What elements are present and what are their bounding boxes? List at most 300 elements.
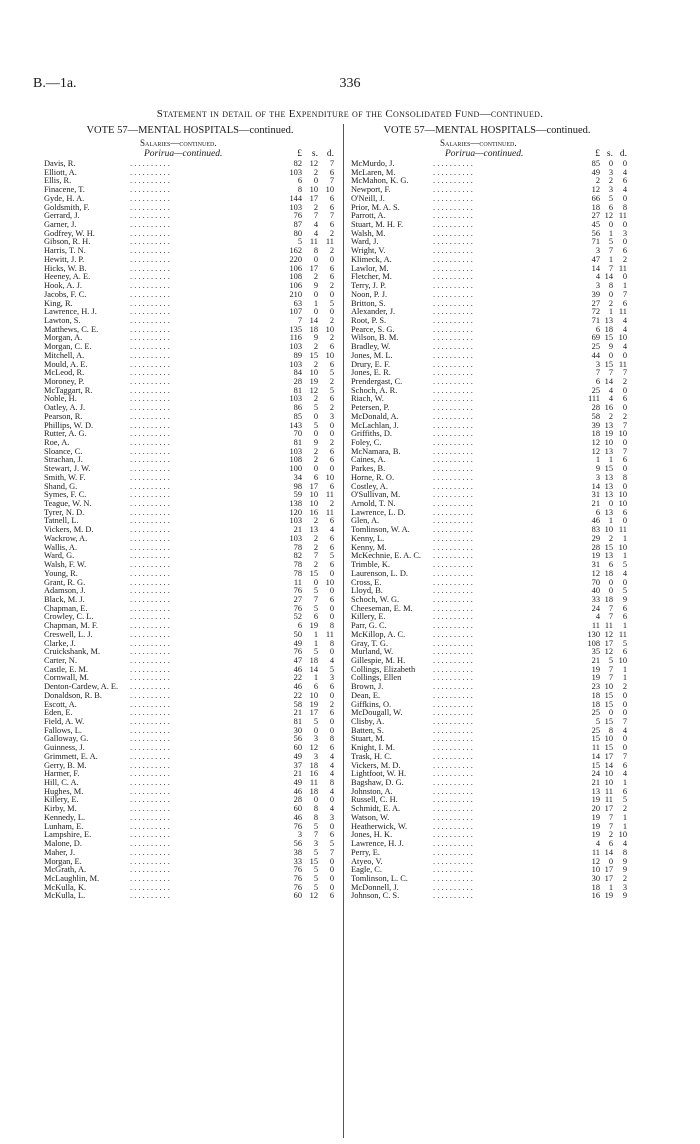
payee-name: Terry, J. P.: [351, 281, 386, 291]
payee-name: Johnson, C. S.: [351, 891, 400, 901]
salary-row: [40, 177, 340, 186]
pence-value: 2: [329, 438, 334, 447]
pence-value: 10: [618, 655, 627, 665]
payee-name: Garner, J.: [44, 220, 77, 230]
shillings-value: 7: [608, 821, 613, 831]
leader-dots: . . . . . . . . . .: [130, 873, 170, 883]
pence-value: 10: [325, 472, 334, 482]
payee-name: Mould, A. E.: [44, 359, 88, 369]
payee-name: Gerrard, J.: [44, 211, 80, 221]
shillings-value: 1: [313, 298, 318, 308]
pence-value: 2: [329, 499, 334, 509]
payee-name: McMahon, K. G.: [351, 176, 409, 186]
shillings-value: 2: [313, 533, 318, 543]
payee-name: Cornwall, M.: [44, 673, 89, 683]
pounds-value: 7: [297, 315, 302, 325]
pounds-value: 120: [289, 507, 302, 517]
pounds-value: 25: [591, 385, 600, 395]
pounds-value: 6: [595, 507, 600, 517]
pence-value: 0: [329, 865, 334, 875]
shillings-value: 4: [313, 228, 318, 238]
pence-value: 8: [622, 202, 627, 212]
payee-name: McDonnell, J.: [351, 882, 399, 892]
payee-name: Smith, W. F.: [44, 472, 86, 482]
pence-value: 6: [622, 176, 627, 186]
leader-dots: . . . . . . . . . .: [433, 420, 473, 430]
salary-list: [40, 160, 340, 901]
shillings-value: 10: [309, 490, 318, 500]
shillings-value: 12: [309, 159, 318, 168]
pounds-value: 60: [293, 891, 302, 901]
pounds-value: 103: [289, 394, 302, 404]
payee-name: Stewart, J. W.: [44, 464, 91, 474]
pounds-value: 81: [293, 717, 302, 726]
payee-name: Fletcher, M.: [351, 272, 392, 282]
leader-dots: . . . . . . . . . .: [433, 324, 473, 334]
shillings-value: 2: [313, 342, 318, 352]
payee-name: Symes, F. C.: [44, 490, 87, 500]
payee-name: Chapman, M. F.: [44, 621, 98, 631]
leader-dots: . . . . . . . . . .: [130, 193, 170, 203]
pence-value: 6: [329, 481, 334, 491]
pounds-value: 6: [297, 621, 302, 631]
pounds-value: 46: [591, 516, 600, 526]
payee-name: Harmer, F.: [44, 769, 80, 779]
pounds-value: 27: [591, 298, 600, 308]
leader-dots: . . . . . . . . . .: [130, 220, 170, 230]
pence-value: 4: [329, 769, 334, 779]
leader-dots: . . . . . . . . . .: [130, 185, 170, 195]
pounds-value: 78: [293, 560, 302, 570]
leader-dots: . . . . . . . . . .: [130, 368, 170, 378]
pounds-value: 46: [293, 786, 302, 796]
shillings-value: 13: [604, 472, 613, 482]
shillings-value: 6: [313, 472, 318, 482]
pence-value: 10: [618, 830, 627, 840]
pence-value: 6: [329, 193, 334, 203]
leader-dots: . . . . . . . . . .: [130, 342, 170, 352]
salary-row: [347, 474, 627, 483]
leader-dots: . . . . . . . . . .: [130, 403, 170, 413]
shillings-value: 1: [313, 629, 318, 639]
payee-name: Heatherwick, W.: [351, 821, 408, 831]
shillings-value: 1: [313, 673, 318, 683]
leader-dots: . . . . . . . . . .: [130, 333, 170, 343]
pence-value: 5: [329, 839, 334, 849]
shillings-value: 10: [309, 499, 318, 509]
payee-name: Collings, Elizabeth: [351, 664, 416, 674]
pounds-value: 3: [297, 830, 302, 840]
leader-dots: . . . . . . . . . .: [130, 315, 170, 325]
pounds-value: 6: [297, 176, 302, 186]
shillings-value: 19: [309, 621, 318, 631]
pence-value: 7: [622, 446, 627, 456]
pence-value: 11: [618, 629, 627, 639]
shillings-value: 19: [309, 699, 318, 709]
pounds-value: 24: [591, 603, 600, 613]
shillings-value: 5: [313, 821, 318, 831]
payee-name: Oatley, A. J.: [44, 403, 86, 413]
leader-dots: . . . . . . . . . .: [130, 708, 170, 718]
payee-name: Kennedy, L.: [44, 812, 86, 822]
salary-row: [347, 526, 627, 535]
pence-value: 1: [622, 664, 627, 674]
payee-name: Schmidt, E. A.: [351, 804, 401, 814]
pounds-value: 19: [591, 795, 600, 805]
pence-value: 0: [622, 438, 627, 447]
leader-dots: . . . . . . . . . .: [433, 342, 473, 352]
pounds-value: 33: [591, 594, 600, 604]
pounds-value: 14: [591, 481, 600, 491]
leader-dots: . . . . . . . . . .: [433, 856, 473, 866]
payee-name: Denton-Cardew, A. E.: [44, 682, 119, 692]
pounds-value: 50: [293, 629, 302, 639]
shillings-value: 0: [313, 411, 318, 421]
pence-value: 6: [329, 594, 334, 604]
shillings-value: 11: [604, 795, 613, 805]
pence-value: 4: [622, 568, 627, 578]
payee-name: Lawrence, H. J.: [351, 839, 404, 849]
leader-dots: . . . . . . . . . .: [433, 586, 473, 596]
leader-dots: . . . . . . . . . .: [433, 734, 473, 744]
payee-name: Batten, S.: [351, 725, 384, 735]
shillings-value: 5: [608, 655, 613, 665]
payee-name: Lightfoot, W. H.: [351, 769, 407, 779]
pence-value: 4: [622, 725, 627, 735]
pence-value: 6: [622, 298, 627, 308]
pence-value: 0: [329, 873, 334, 883]
leader-dots: . . . . . . . . . .: [130, 839, 170, 849]
pence-value: 6: [329, 220, 334, 230]
leader-dots: . . . . . . . . . .: [130, 446, 170, 456]
shillings-value: 1: [313, 638, 318, 648]
shillings-value: 1: [608, 882, 613, 892]
pence-value: 1: [622, 621, 627, 631]
pence-value: 4: [329, 804, 334, 814]
shillings-value: 18: [604, 568, 613, 578]
shillings-value: 12: [309, 743, 318, 753]
leader-dots: . . . . . . . . . .: [130, 638, 170, 648]
leader-dots: . . . . . . . . . .: [433, 455, 473, 465]
shillings-value: 17: [309, 481, 318, 491]
pounds-value: 49: [591, 167, 600, 177]
shillings-value: 13: [604, 507, 613, 517]
pence-value: 5: [622, 638, 627, 648]
pence-value: 6: [622, 507, 627, 517]
pence-value: 6: [622, 603, 627, 613]
leader-dots: . . . . . . . . . .: [433, 708, 473, 718]
shillings-value: 17: [604, 865, 613, 875]
pounds-value: 5: [297, 237, 302, 247]
shillings-value: 9: [313, 438, 318, 447]
leader-dots: . . . . . . . . . .: [433, 220, 473, 230]
shillings-value: 15: [604, 743, 613, 753]
leader-dots: . . . . . . . . . .: [130, 359, 170, 369]
pounds-value: 25: [591, 708, 600, 718]
pounds-value: 59: [293, 490, 302, 500]
shillings-value: 5: [313, 586, 318, 596]
leader-dots: . . . . . . . . . .: [130, 376, 170, 386]
pounds-value: 60: [293, 804, 302, 814]
payee-name: Gillespie, M. H.: [351, 655, 406, 665]
pence-value: 4: [622, 769, 627, 779]
leader-dots: . . . . . . . . . .: [433, 699, 473, 709]
salary-row: [347, 570, 627, 579]
shillings-value: 15: [604, 690, 613, 700]
shillings-value: 19: [604, 891, 613, 901]
shillings-value: 7: [608, 246, 613, 256]
shillings-value: 12: [309, 891, 318, 901]
pounds-value: 38: [293, 847, 302, 857]
leader-dots: . . . . . . . . . .: [433, 359, 473, 369]
pence-value: 7: [622, 717, 627, 726]
salary-row: [347, 858, 627, 867]
leader-dots: . . . . . . . . . .: [130, 594, 170, 604]
shillings-value: 7: [313, 211, 318, 221]
shillings-value: 2: [608, 411, 613, 421]
pence-value: 6: [622, 786, 627, 796]
shillings-value: 5: [608, 193, 613, 203]
pounds-value: 58: [591, 411, 600, 421]
payee-name: Teague, W. N.: [44, 499, 92, 509]
payee-name: Jones, M. L.: [351, 350, 393, 360]
payee-name: McDougall, W.: [351, 708, 403, 718]
payee-name: Wackrow, A.: [44, 533, 88, 543]
pence-value: 1: [622, 533, 627, 543]
pounds-value: 30: [591, 873, 600, 883]
payee-name: Hughes, M.: [44, 786, 84, 796]
payee-name: Malone, D.: [44, 839, 82, 849]
pounds-value: 14: [591, 263, 600, 273]
pence-value: 6: [329, 272, 334, 282]
leader-dots: . . . . . . . . . .: [433, 350, 473, 360]
salary-row: [347, 535, 627, 544]
pence-value: 5: [622, 586, 627, 596]
pence-value: 4: [622, 167, 627, 177]
payee-name: Hewitt, J. P.: [44, 254, 85, 264]
leader-dots: . . . . . . . . . .: [433, 185, 473, 195]
pounds-value: 44: [591, 350, 600, 360]
shillings-value: 5: [313, 873, 318, 883]
shillings-value: 0: [313, 176, 318, 186]
payee-name: Donaldson, R. B.: [44, 690, 102, 700]
payee-name: Walsh, F. W.: [44, 560, 87, 570]
pence-value: 6: [622, 246, 627, 256]
leader-dots: . . . . . . . . . .: [130, 769, 170, 779]
salary-row: [347, 395, 627, 404]
shillings-value: 10: [309, 368, 318, 378]
pence-value: 8: [329, 778, 334, 788]
leader-dots: . . . . . . . . . .: [130, 490, 170, 500]
shillings-value: 4: [608, 385, 613, 395]
leader-dots: . . . . . . . . . .: [433, 211, 473, 221]
shillings-value: 15: [309, 350, 318, 360]
pounds-value: 21: [293, 525, 302, 535]
shillings-value: 8: [313, 804, 318, 814]
pence-value: 6: [329, 682, 334, 692]
leader-dots: . . . . . . . . . .: [130, 411, 170, 421]
leader-dots: . . . . . . . . . .: [433, 438, 473, 447]
shillings-value: 6: [313, 612, 318, 622]
shillings-value: 17: [604, 751, 613, 761]
leader-dots: . . . . . . . . . .: [130, 263, 170, 273]
pence-value: 2: [329, 246, 334, 256]
payee-name: O'Sullivan, M.: [351, 490, 401, 500]
shillings-value: 14: [309, 315, 318, 325]
leader-dots: . . . . . . . . . .: [433, 525, 473, 535]
pounds-value: 33: [293, 856, 302, 866]
pence-value: 0: [622, 193, 627, 203]
document-reference: B.—1a.: [33, 76, 77, 91]
pounds-value: 39: [591, 420, 600, 430]
pence-value: 6: [622, 647, 627, 657]
payee-name: Drury, E. F.: [351, 359, 391, 369]
leader-dots: . . . . . . . . . .: [433, 682, 473, 692]
pounds-value: 31: [591, 560, 600, 570]
pounds-value: 18: [591, 690, 600, 700]
pence-value: 7: [622, 368, 627, 378]
pounds-value: 220: [289, 254, 302, 264]
shillings-value: 2: [313, 394, 318, 404]
pounds-value: 6: [595, 376, 600, 386]
pence-header: d.: [326, 149, 334, 159]
pence-value: 11: [618, 359, 627, 369]
pence-value: 4: [329, 760, 334, 770]
payee-name: Costley, A.: [351, 481, 388, 491]
page-number: 336: [339, 76, 361, 91]
shillings-value: 18: [604, 324, 613, 334]
leader-dots: . . . . . . . . . .: [130, 882, 170, 892]
leader-dots: . . . . . . . . . .: [433, 193, 473, 203]
payee-name: Hook, A. J.: [44, 281, 82, 291]
leader-dots: . . . . . . . . . .: [130, 612, 170, 622]
payee-name: Kenny, M.: [351, 542, 387, 552]
leader-dots: . . . . . . . . . .: [433, 847, 473, 857]
pounds-value: 108: [587, 638, 600, 648]
pence-value: 10: [618, 499, 627, 509]
salary-row: [347, 291, 627, 300]
payee-name: Elliott, A.: [44, 167, 77, 177]
leader-dots: . . . . . . . . . .: [433, 821, 473, 831]
leader-dots: . . . . . . . . . .: [433, 865, 473, 875]
pence-value: 2: [329, 699, 334, 709]
pence-value: 2: [622, 873, 627, 883]
leader-dots: . . . . . . . . . .: [130, 847, 170, 857]
leader-dots: . . . . . . . . . .: [130, 690, 170, 700]
payee-name: Gyde, H. A.: [44, 193, 85, 203]
payee-name: Lawrence, L. D.: [351, 507, 406, 517]
shillings-value: 0: [608, 577, 613, 587]
leader-dots: . . . . . . . . . .: [130, 804, 170, 814]
salary-row: [347, 805, 627, 814]
payee-name: Tatnell, L.: [44, 516, 79, 526]
payee-name: McLachlan, J.: [351, 420, 399, 430]
pounds-value: 71: [591, 237, 600, 247]
pounds-value: 46: [293, 664, 302, 674]
payee-name: Adamson, J.: [44, 586, 86, 596]
leader-dots: . . . . . . . . . .: [433, 464, 473, 474]
leader-dots: . . . . . . . . . .: [433, 612, 473, 622]
shillings-header: s.: [606, 149, 613, 159]
leader-dots: . . . . . . . . . .: [433, 411, 473, 421]
payee-name: Crowley, C. L.: [44, 612, 94, 622]
salary-row: [347, 613, 627, 622]
pounds-value: 21: [293, 708, 302, 718]
payee-name: Wallis, A.: [44, 542, 78, 552]
shillings-value: 17: [309, 263, 318, 273]
shillings-value: 7: [608, 812, 613, 822]
pence-value: 10: [618, 429, 627, 439]
pounds-value: 21: [591, 499, 600, 509]
pounds-value: 106: [289, 281, 302, 291]
shillings-value: 9: [313, 333, 318, 343]
leader-dots: . . . . . . . . . .: [433, 167, 473, 177]
shillings-value: 1: [608, 455, 613, 465]
pence-value: 6: [329, 708, 334, 718]
shillings-value: 7: [608, 673, 613, 683]
shillings-value: 13: [604, 315, 613, 325]
shillings-value: 11: [309, 237, 318, 247]
shillings-value: 15: [604, 542, 613, 552]
pounds-value: 70: [591, 577, 600, 587]
leader-dots: . . . . . . . . . .: [433, 804, 473, 814]
leader-dots: . . . . . . . . . .: [130, 586, 170, 596]
payee-name: Jacobs, F. C.: [44, 289, 87, 299]
pence-value: 5: [329, 551, 334, 561]
shillings-value: 5: [313, 403, 318, 413]
shillings-value: 0: [313, 307, 318, 317]
payee-name: Killery, E.: [351, 612, 386, 622]
shillings-value: 2: [608, 533, 613, 543]
shillings-value: 1: [608, 254, 613, 264]
payee-name: Knight, I. M.: [351, 743, 395, 753]
payee-name: Cross, E.: [351, 577, 382, 587]
shillings-value: 0: [313, 429, 318, 439]
pounds-value: 72: [591, 307, 600, 317]
shillings-value: 2: [313, 359, 318, 369]
payee-name: Carter, N.: [44, 655, 77, 665]
leader-dots: . . . . . . . . . .: [130, 673, 170, 683]
pence-value: 0: [622, 220, 627, 230]
payee-name: Harris, T. N.: [44, 246, 86, 256]
leader-dots: . . . . . . . . . .: [433, 795, 473, 805]
payee-name: Schoch, W. G.: [351, 594, 400, 604]
shillings-value: 14: [604, 272, 613, 282]
leader-dots: . . . . . . . . . .: [130, 289, 170, 299]
payee-name: Vickers, M. D.: [44, 525, 94, 535]
salary-row: [347, 579, 627, 588]
leader-dots: . . . . . . . . . .: [433, 786, 473, 796]
leader-dots: . . . . . . . . . .: [433, 490, 473, 500]
pence-value: 0: [329, 690, 334, 700]
leader-dots: . . . . . . . . . .: [433, 717, 473, 726]
pence-value: 5: [622, 560, 627, 570]
payee-name: McTaggart, R.: [44, 385, 93, 395]
pence-value: 11: [325, 507, 334, 517]
pence-value: 6: [329, 542, 334, 552]
leader-dots: . . . . . . . . . .: [130, 812, 170, 822]
pounds-value: 8: [297, 185, 302, 195]
leader-dots: . . . . . . . . . .: [433, 769, 473, 779]
leader-dots: . . . . . . . . . .: [130, 307, 170, 317]
pounds-value: 76: [293, 586, 302, 596]
payee-name: Kenny, L.: [351, 533, 385, 543]
leader-dots: . . . . . . . . . .: [130, 655, 170, 665]
payee-name: McNamara, B.: [351, 446, 401, 456]
pence-value: 0: [622, 577, 627, 587]
leader-dots: . . . . . . . . . .: [433, 690, 473, 700]
payee-name: Gibson, R. H.: [44, 237, 91, 247]
